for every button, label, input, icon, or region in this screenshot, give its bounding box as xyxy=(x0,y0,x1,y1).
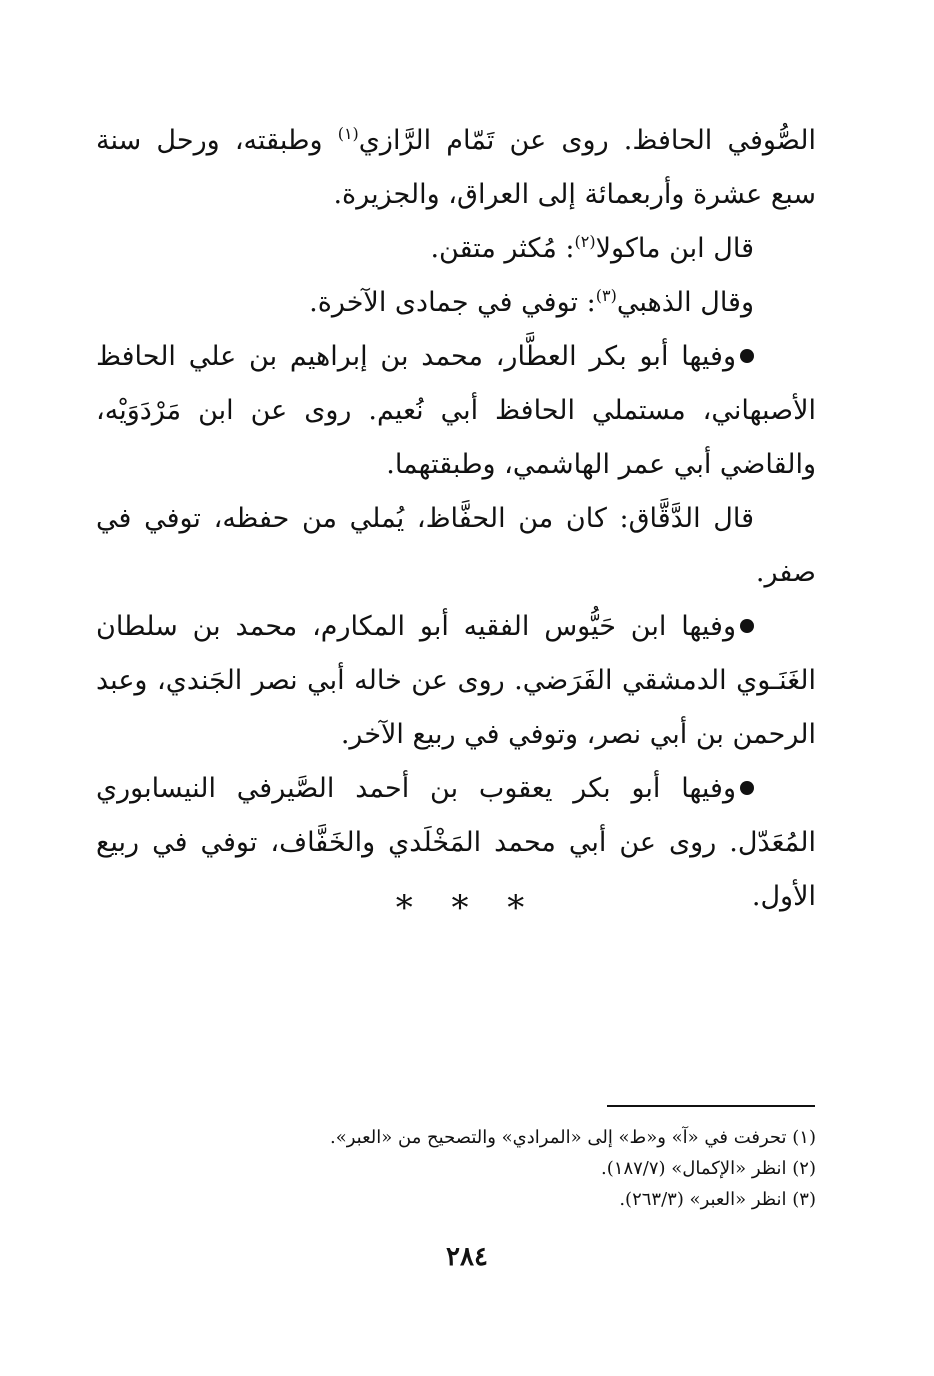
footnote-1: (١) تحرفت في «آ» و«ط» إلى «المرادي» والتصحيح من «العبر». xyxy=(329,1127,816,1148)
paragraph-7: وفيها أبو بكر يعقوب بن أحمد الصَّيرفي النيسابوري المُعَدّل. روى عن أبي محمد المَخْلَدي والخَفَّاف، توفي في ربيع الأول. xyxy=(96,773,816,912)
bullet-icon xyxy=(740,619,754,633)
footnote-ref-2[interactable]: (٢) xyxy=(574,232,596,251)
footnote-ref-3[interactable]: (٣) xyxy=(595,286,617,305)
footnote-3: (٣) انظر «العبر» (٢٦٣/٣). xyxy=(619,1189,816,1210)
paragraph-4: وفيها أبو بكر العطَّار، محمد بن إبراهيم بن علي الحافظ الأصبهاني، مستملي الحافظ أبي نُعيم. روى عن ابن مَرْدَوَيْه، والقاضي أبي عمر الهاشمي، وطبقتهما. xyxy=(96,341,816,480)
paragraph-2: قال ابن ماكولا$^{(٢)}$: مُكثر متقن. xyxy=(430,232,754,264)
section-separator: * * * xyxy=(395,888,539,928)
bullet-icon xyxy=(740,349,754,363)
paragraph-6: وفيها ابن حَيُّوس الفقيه أبو المكارم، محمد بن سلطان الغَنَـوي الدمشقي الفَرَضي. روى عن خاله أبي نصر الجَندي، وعبد الرحمن بن أبي نصر، وتوفي في ربيع الآخر. xyxy=(96,611,816,750)
main-text xyxy=(96,114,816,924)
paragraph-3: وقال الذهبي$^{(٣)}$: توفي في جمادى الآخرة. xyxy=(309,286,754,318)
footnote-divider xyxy=(607,1105,815,1107)
page-number: ٢٨٤ xyxy=(446,1242,488,1272)
footnote-2: (٢) انظر «الإكمال» (١٨٧/٧). xyxy=(601,1158,816,1179)
footnote-ref-1[interactable]: (١) xyxy=(337,124,359,143)
paragraph-5: قال الدَّقَّاق: كان من الحفَّاظ، يُملي من حفظه، توفي في صفر. xyxy=(96,503,816,588)
paragraph-1: الصُّوفي الحافظ. روى عن تَمّام الرَّازي$^{(١)}$ وطبقته، ورحل سنة سبع عشرة وأربعمائة إلى العراق، والجزيرة. xyxy=(96,124,816,210)
footnotes xyxy=(220,1122,816,1215)
bullet-icon xyxy=(740,781,754,795)
